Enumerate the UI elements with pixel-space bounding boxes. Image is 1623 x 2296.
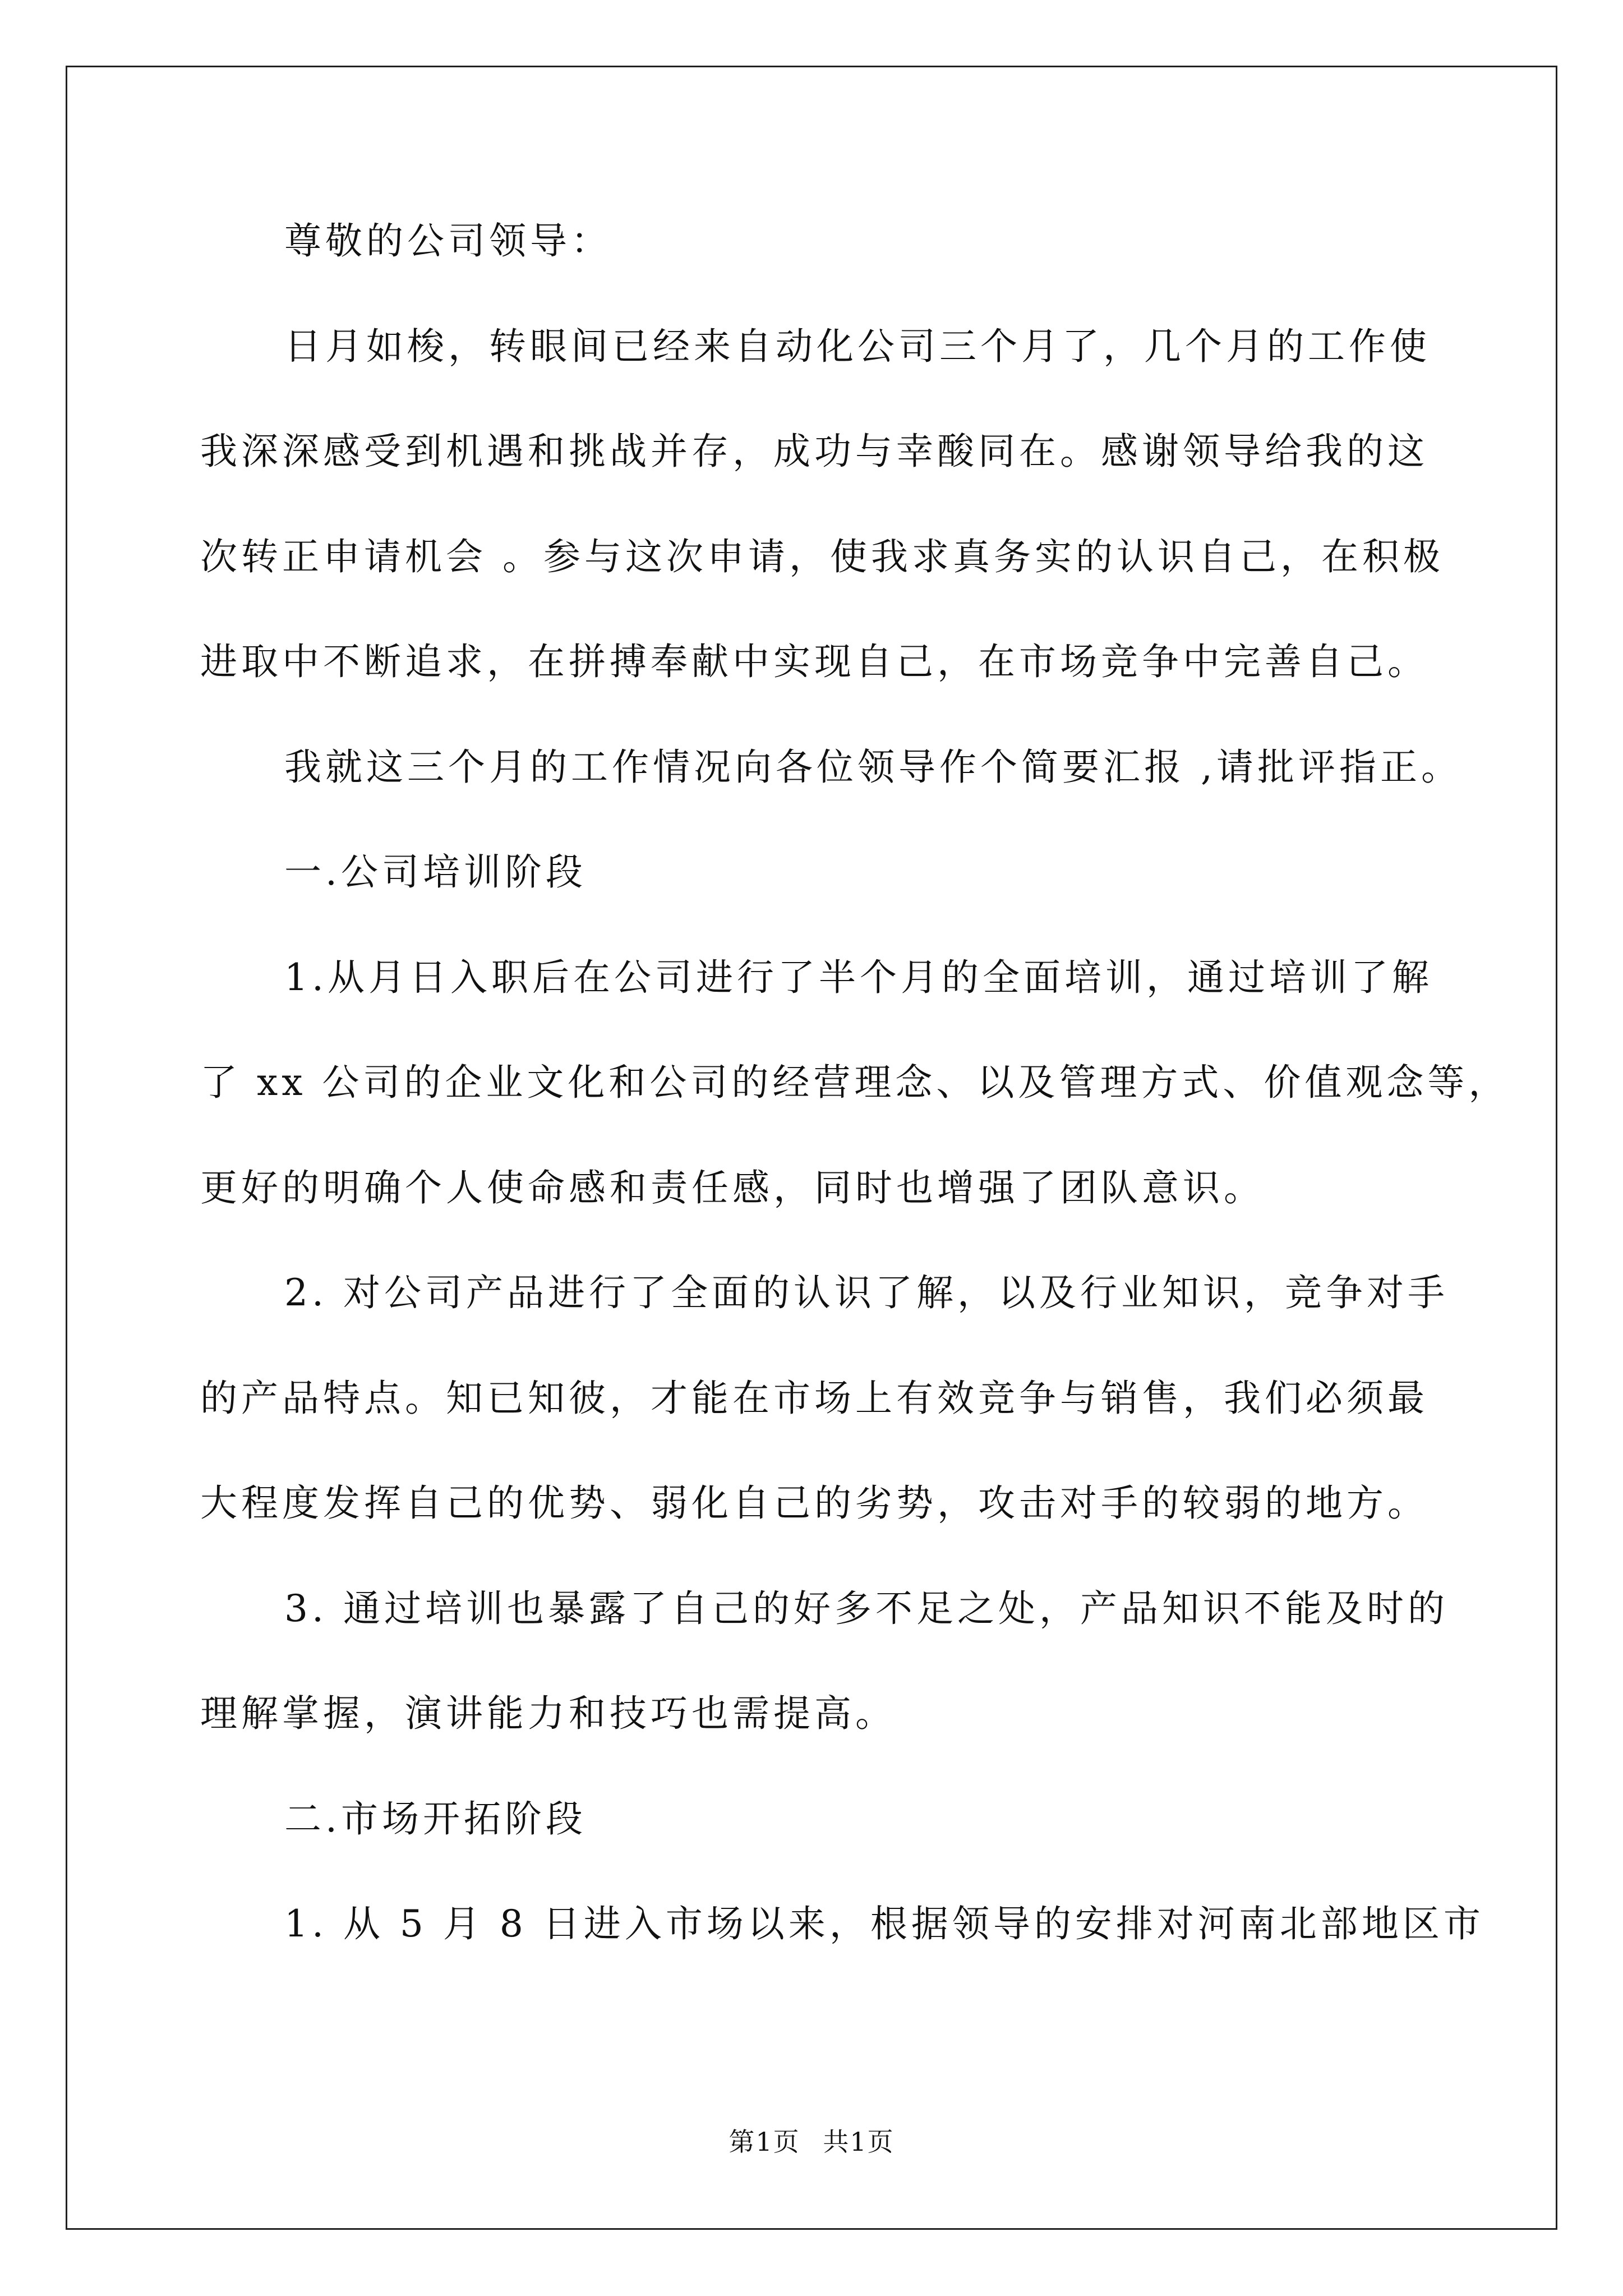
salutation: 尊敬的公司领导： [284, 219, 612, 263]
paragraph-line: 日月如梭，转眼间已经来自动化公司三个月了，几个月的工作使 [284, 325, 1431, 368]
paragraph-line: 的产品特点。知已知彼，才能在市场上有效竞争与销售，我们必须最 [200, 1377, 1428, 1420]
page-number: 第1页 [728, 2127, 800, 2157]
page-total: 共1页 [823, 2127, 895, 2157]
page-footer [0, 2126, 1623, 2157]
paragraph-line: 了 xx 公司的企业文化和公司的经营理念、以及管理方式、价值观念等， [200, 1061, 1510, 1104]
paragraph-line: 大程度发挥自己的优势、弱化自己的劣势，攻击对手的较弱的地方。 [200, 1481, 1428, 1525]
paragraph-line: 1. 从 5 月 8 日进入市场以来，根据领导的安排对河南北部地区市 [284, 1902, 1484, 1945]
paragraph-line: 次转正申请机会 。参与这次申请，使我求真务实的认识自己，在积极 [200, 535, 1444, 578]
paragraph-line: 1.从月日入职后在公司进行了半个月的全面培训，通过培训了解 [284, 956, 1433, 999]
paragraph-line: 3. 通过培训也暴露了自己的好多不足之处，产品知识不能及时的 [284, 1587, 1449, 1630]
paragraph-line: 我深深感受到机遇和挑战并存，成功与幸酸同在。感谢领导给我的这 [200, 430, 1428, 473]
section-heading: 一.公司培训阶段 [284, 850, 587, 894]
paragraph-line: 理解掌握，演讲能力和技巧也需提高。 [200, 1692, 896, 1735]
paragraph-line: 2. 对公司产品进行了全面的认识了解，以及行业知识，竞争对手 [284, 1271, 1449, 1314]
paragraph-line: 我就这三个月的工作情况向各位领导作个简要汇报 ,请批评指正。 [284, 746, 1462, 789]
paragraph-line: 进取中不断追求，在拼搏奉献中实现自己，在市场竞争中完善自己。 [200, 640, 1428, 683]
section-heading: 二.市场开拓阶段 [284, 1797, 587, 1841]
paragraph-line: 更好的明确个人使命感和责任感，同时也增强了团队意识。 [200, 1166, 1265, 1209]
